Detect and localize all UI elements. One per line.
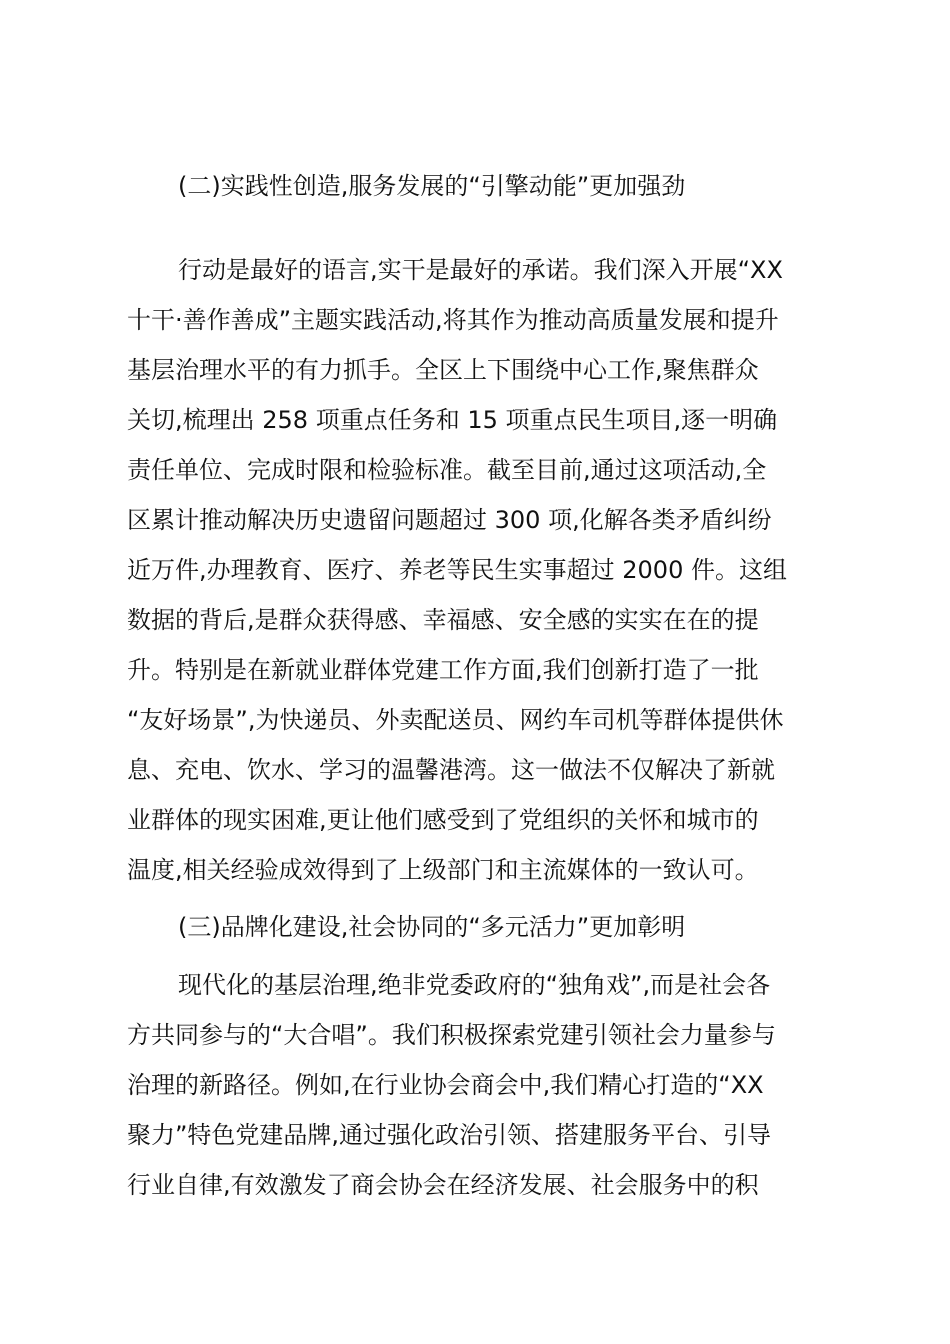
paragraph-line: 近万件,办理教育、医疗、养老等民生实事超过 2000 件。这组 — [127, 556, 787, 584]
paragraph-line: 聚力”特色党建品牌,通过强化政治引领、搭建服务平台、引导 — [127, 1121, 772, 1149]
paragraph-line: 温度,相关经验成效得到了上级部门和主流媒体的一致认可。 — [127, 856, 759, 884]
section-heading: (二)实践性创造,服务发展的“引擎动能”更加强劲 — [178, 172, 686, 200]
paragraph-line: 行业自律,有效激发了商会协会在经济发展、社会服务中的积 — [127, 1171, 759, 1199]
paragraph-line: 责任单位、完成时限和检验标准。截至目前,通过这项活动,全 — [127, 456, 767, 484]
paragraph-line: 区累计推动解决历史遗留问题超过 300 项,化解各类矛盾纠纷 — [127, 506, 772, 534]
paragraph-line: 十干·善作善成”主题实践活动,将其作为推动高质量发展和提升 — [127, 306, 779, 334]
paragraph-line: 关切,梳理出 258 项重点任务和 15 项重点民生项目,逐一明确 — [127, 406, 778, 434]
paragraph-line: 行动是最好的语言,实干是最好的承诺。我们深入开展“XX — [178, 256, 783, 284]
paragraph-line: 方共同参与的“大合唱”。我们积极探索党建引领社会力量参与 — [127, 1021, 776, 1049]
paragraph-line: 息、充电、饮水、学习的温馨港湾。这一做法不仅解决了新就 — [127, 756, 775, 784]
paragraph-line: 治理的新路径。例如,在行业协会商会中,我们精心打造的“XX — [127, 1071, 764, 1099]
paragraph-line: “友好场景”,为快递员、外卖配送员、网约车司机等群体提供休 — [127, 706, 784, 734]
paragraph-line: 现代化的基层治理,绝非党委政府的“独角戏”,而是社会各 — [178, 971, 771, 999]
paragraph-line: 业群体的现实困难,更让他们感受到了党组织的关怀和城市的 — [127, 806, 759, 834]
paragraph-line: 数据的背后,是群众获得感、幸福感、安全感的实实在在的提 — [127, 606, 759, 634]
paragraph-line: 基层治理水平的有力抓手。全区上下围绕中心工作,聚焦群众 — [127, 356, 759, 384]
section-heading: (三)品牌化建设,社会协同的“多元活力”更加彰明 — [178, 913, 686, 941]
paragraph-line: 升。特别是在新就业群体党建工作方面,我们创新打造了一批 — [127, 656, 759, 684]
